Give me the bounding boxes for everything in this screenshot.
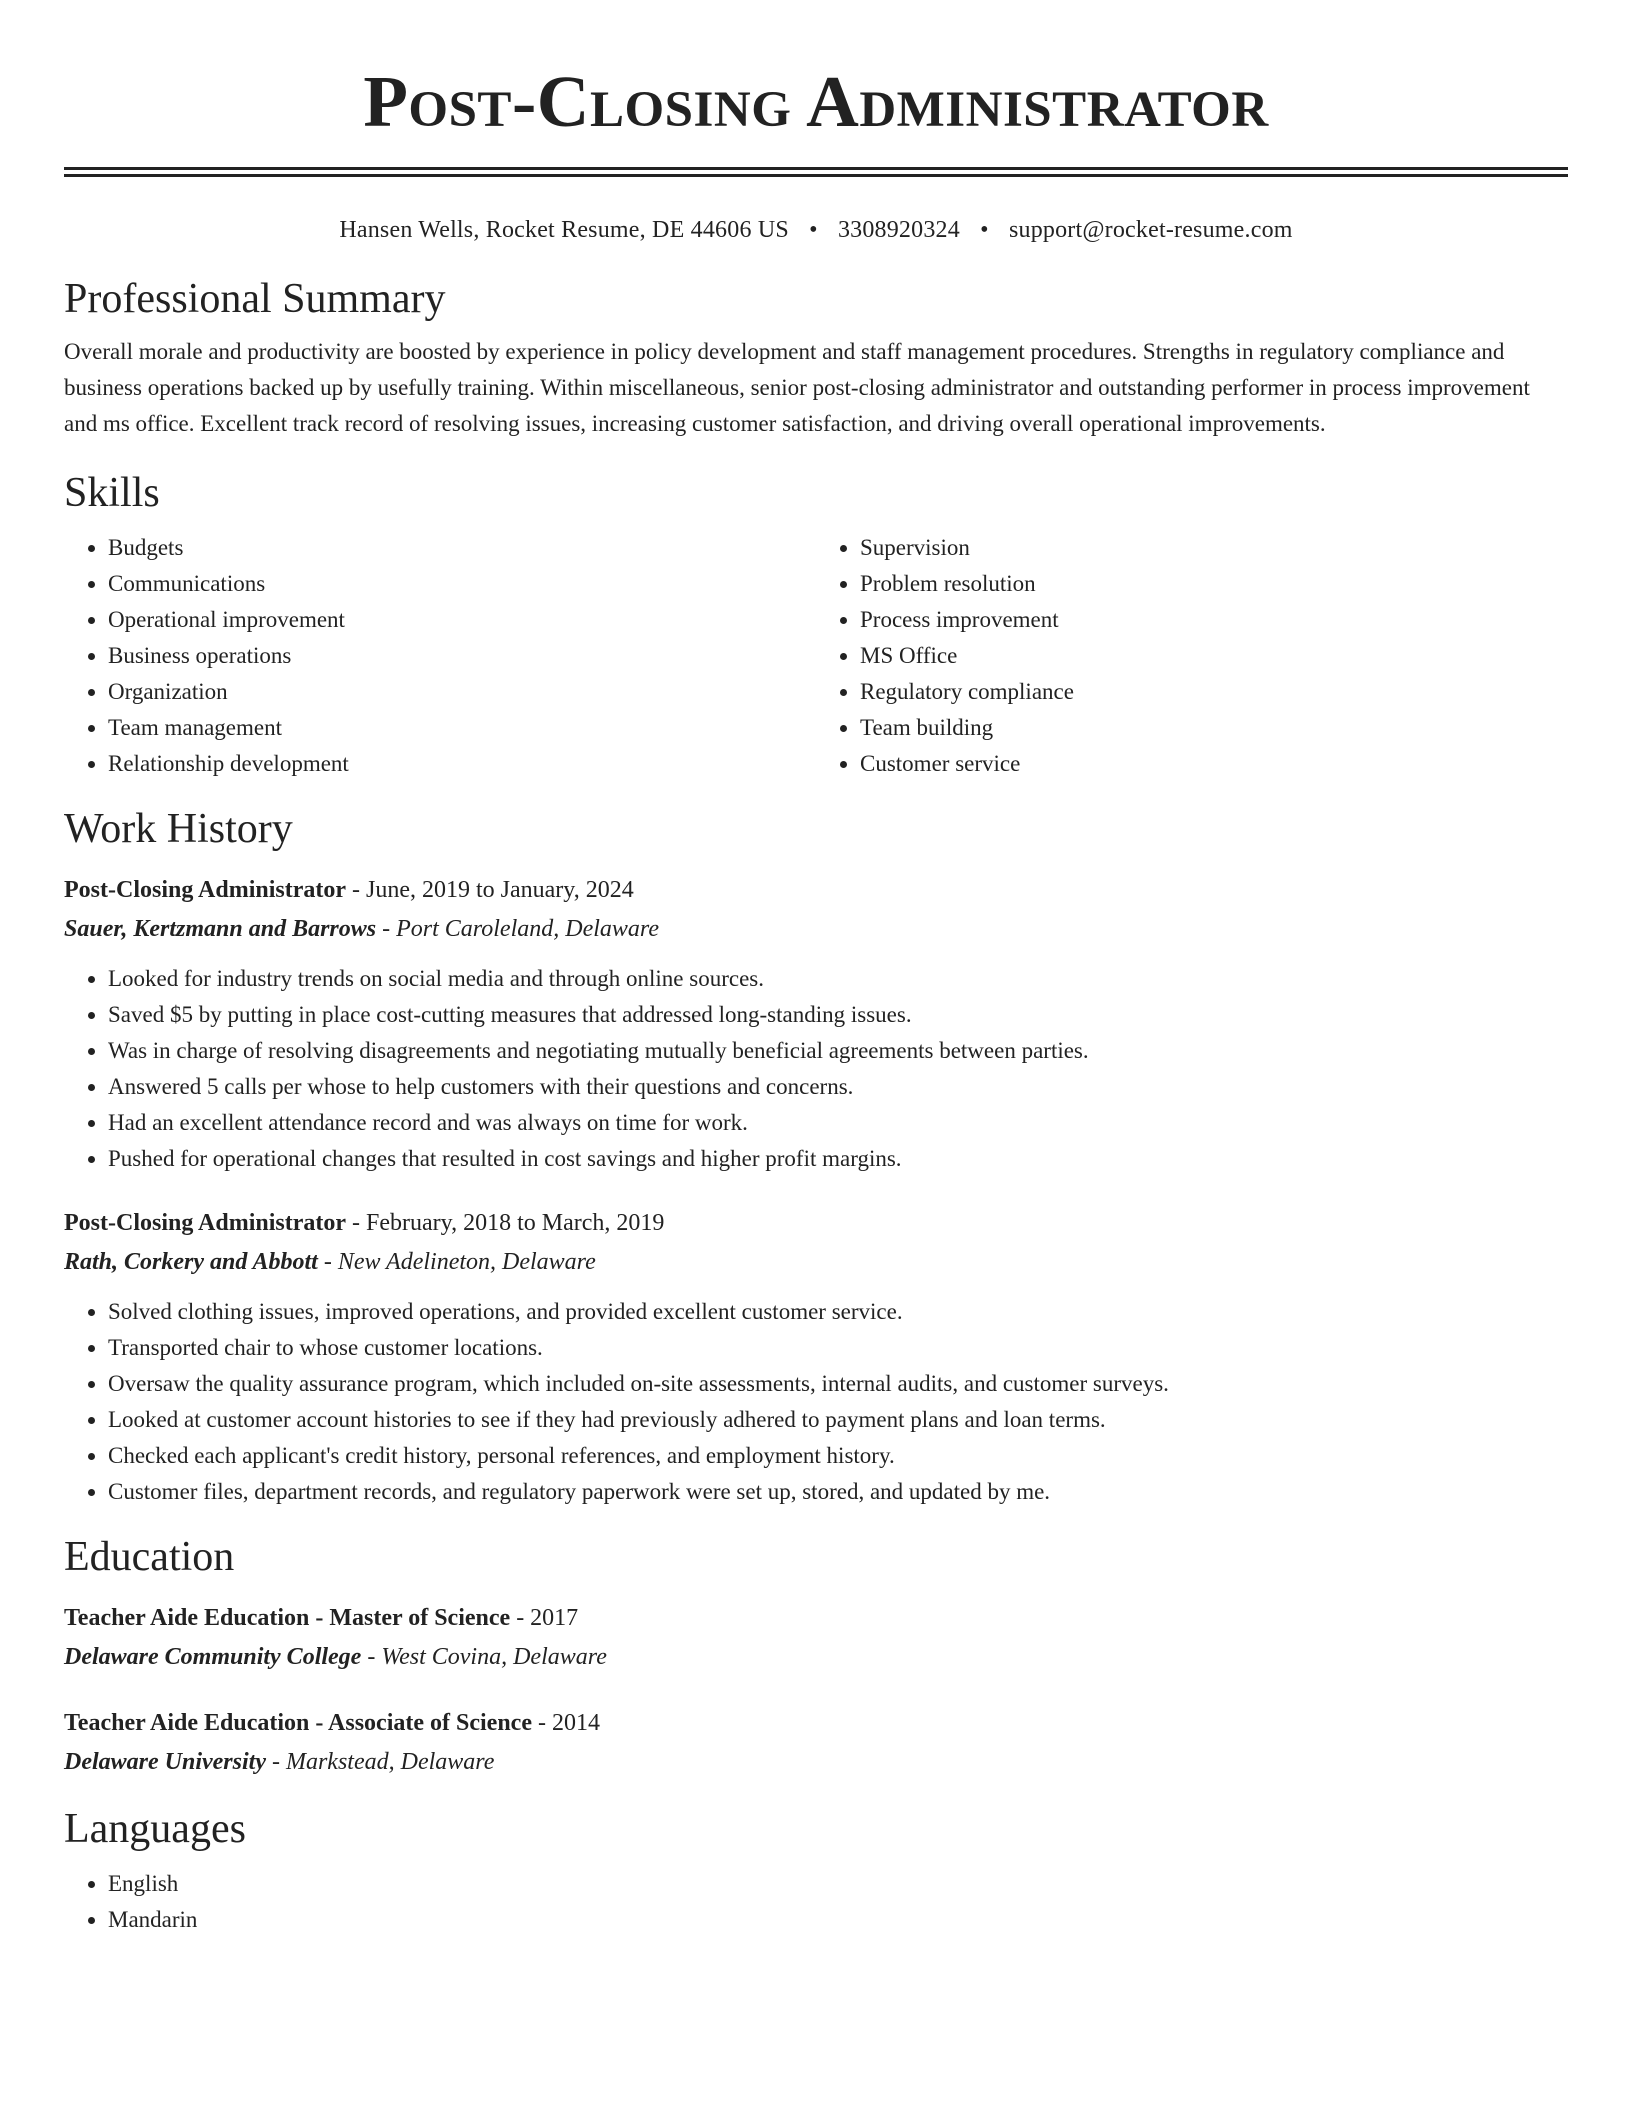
job-bullet: • Answered 5 calls per whose to help customers with their questions and concerns. [108, 1069, 1568, 1105]
job-bullets [64, 1294, 1568, 1510]
company-location: - Port Caroleland, Delaware [376, 916, 659, 942]
contact-email: support@rocket-resume.com [1008, 217, 1293, 243]
skills-list-right [816, 530, 1568, 782]
skill-item: • Supervision [860, 530, 1568, 566]
degree: Teacher Aide Education - Associate of Science [64, 1710, 532, 1736]
skill-item: • Process improvement [860, 602, 1568, 638]
languages-heading: Languages [64, 1806, 246, 1852]
job-bullet: • Pushed for operational changes that resulted in cost savings and higher profit margins. [108, 1141, 1568, 1177]
graduation-year: - 2014 [531, 1710, 600, 1736]
job-bullet: • Was in charge of resolving disagreements and negotiating mutually beneficial agreements between parties. [108, 1033, 1568, 1069]
job-title-line [64, 1207, 1568, 1239]
summary-heading: Professional Summary [64, 276, 446, 322]
skill-item: • Operational improvement [108, 602, 816, 638]
job-bullet: • Checked each applicant's credit history, personal references, and employment history. [108, 1438, 1568, 1474]
title-divider [64, 167, 1568, 177]
degree-line [64, 1602, 1568, 1634]
job-bullet: • Transported chair to whose customer locations. [108, 1330, 1568, 1366]
education-heading: Education [64, 1534, 235, 1580]
job-bullet: • Looked at customer account histories to see if they had previously adhered to payment plans and loan terms. [108, 1402, 1568, 1438]
summary-text: Overall morale and productivity are boosted by experience in policy development and staff management procedures. Strengths in regulatory compliance and business operations backed up by usefully training. Within miscellaneous, senior post-closing administrator and outstanding performer in process improvement and ms office. Excellent track record of resolving issues, increasing customer satisfaction, and driving overall operational improvements. [64, 339, 1530, 436]
education-entry [64, 1707, 1568, 1778]
job-bullet: • Saved $5 by putting in place cost-cutting measures that addressed long-standing issues. [108, 997, 1568, 1033]
school-name: Delaware University [64, 1749, 266, 1775]
skills-grid [64, 530, 1568, 782]
school-line [64, 1641, 1568, 1673]
job-bullet: • Solved clothing issues, improved operations, and provided excellent customer service. [108, 1294, 1568, 1330]
job-entry [64, 874, 1568, 1177]
skill-item: • Customer service [860, 746, 1568, 782]
work-history-heading: Work History [64, 806, 293, 852]
skill-item: • MS Office [860, 638, 1568, 674]
skill-item: • Organization [108, 674, 816, 710]
skills-heading: Skills [64, 470, 160, 516]
resume-title: Post-Closing Administrator [363, 61, 1269, 142]
company-location: - New Adelineton, Delaware [317, 1249, 596, 1275]
degree: Teacher Aide Education - Master of Science [64, 1605, 511, 1631]
education-entry [64, 1602, 1568, 1673]
skill-item: • Problem resolution [860, 566, 1568, 602]
skill-item: • Team building [860, 710, 1568, 746]
job-bullet: • Had an excellent attendance record and was always on time for work. [108, 1105, 1568, 1141]
degree-line [64, 1707, 1568, 1739]
skill-item: • Team management [108, 710, 816, 746]
job-dates: - June, 2019 to January, 2024 [346, 877, 634, 903]
company-name: Rath, Corkery and Abbott [64, 1249, 318, 1275]
job-title-line [64, 874, 1568, 906]
job-bullet: • Looked for industry trends on social media and through online sources. [108, 961, 1568, 997]
company-line [64, 913, 1568, 945]
job-title: Post-Closing Administrator [64, 1210, 346, 1236]
graduation-year: - 2017 [510, 1605, 579, 1631]
skill-item: • Relationship development [108, 746, 816, 782]
job-entry [64, 1207, 1568, 1510]
skill-item: • Budgets [108, 530, 816, 566]
contact-separator: • [809, 217, 818, 243]
job-bullet: • Oversaw the quality assurance program, which included on-site assessments, internal audits, and customer surveys. [108, 1366, 1568, 1402]
language-item: • English [108, 1866, 1568, 1902]
school-name: Delaware Community College [64, 1644, 362, 1670]
job-title: Post-Closing Administrator [64, 877, 346, 903]
contact-phone: 3308920324 [837, 217, 960, 243]
languages-list [64, 1866, 1568, 1938]
job-bullets [64, 961, 1568, 1177]
company-line [64, 1246, 1568, 1278]
contact-separator: • [980, 217, 989, 243]
school-location: - West Covina, Delaware [361, 1644, 607, 1670]
skill-item: • Communications [108, 566, 816, 602]
school-line [64, 1746, 1568, 1778]
skills-list-left [64, 530, 816, 782]
contact-address: Hansen Wells, Rocket Resume, DE 44606 US [339, 217, 789, 243]
contact-line [64, 214, 1568, 246]
language-item: • Mandarin [108, 1902, 1568, 1938]
school-location: - Markstead, Delaware [265, 1749, 495, 1775]
company-name: Sauer, Kertzmann and Barrows [64, 916, 377, 942]
skill-item: • Business operations [108, 638, 816, 674]
job-dates: - February, 2018 to March, 2019 [346, 1210, 665, 1236]
job-bullet: • Customer files, department records, and regulatory paperwork were set up, stored, and updated by me. [108, 1474, 1568, 1510]
skill-item: • Regulatory compliance [860, 674, 1568, 710]
